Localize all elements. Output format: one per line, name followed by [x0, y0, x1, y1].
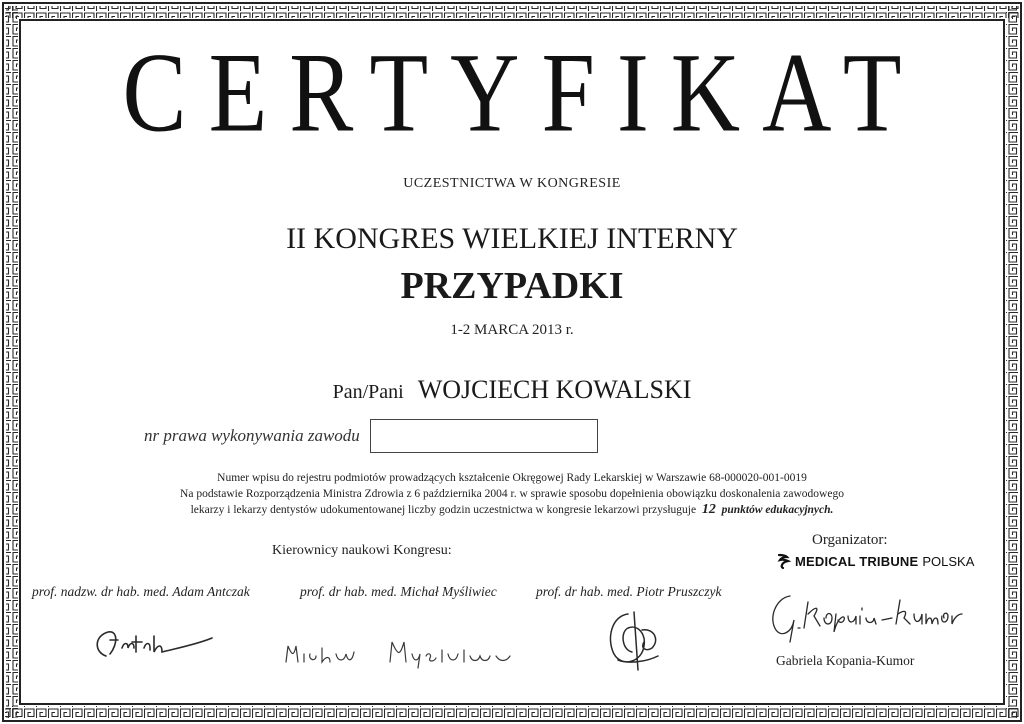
legal-notice [0, 470, 1024, 518]
signature-pruszczyk [598, 606, 668, 678]
points-label: punktów edukacyjnych. [721, 504, 834, 516]
logo-brand-text: MEDICAL TRIBUNE [795, 553, 919, 569]
legal-line-points-text: lekarzy i lekarzy dentystów udokumentowanej liczby godzin uczestnictwa w kongresie lekarzowi przysługuje [190, 504, 697, 516]
head-antczak: prof. nadzw. dr hab. med. Adam Antczak [32, 584, 250, 599]
participant-label: Pan/Pani [332, 381, 404, 403]
license-number-box [370, 419, 598, 453]
signature-kopania-kumor [764, 584, 964, 648]
organizer-name: Gabriela Kopania-Kumor [776, 653, 915, 668]
license-label: nr prawa wykonywania zawodu [144, 426, 360, 445]
license-row [144, 418, 598, 454]
organizer-label: Organizator: [812, 532, 888, 548]
education-points [699, 504, 833, 516]
legal-line-registry: Numer wpisu do rejestru podmiotów prowadzących kształcenie Okręgowej Rady Lekarskiej w Warszawie 68-000020-001-0019 [217, 472, 807, 484]
signature-mysliwiec [282, 628, 532, 673]
scientific-heads-label: Kierownicy naukowi Kongresu: [272, 543, 452, 558]
head-mysliwiec: prof. dr hab. med. Michał Myśliwiec [300, 584, 497, 599]
participant-name: WOJCIECH KOWALSKI [417, 375, 692, 404]
logo-country-text: POLSKA [922, 553, 975, 569]
medical-tribune-logo-icon [776, 553, 792, 569]
certificate-subtitle: UCZESTNICTWA W KONGRESIE [403, 176, 621, 191]
legal-line-regulation: Na podstawie Rozporządzenia Ministra Zdrowia z 6 października 2004 r. w sprawie sposobu dopełnienia obowiązku doskonalenia zawodowego [180, 488, 844, 500]
congress-subject: PRZYPADKI [400, 265, 624, 307]
congress-date: 1-2 MARCA 2013 r. [450, 322, 574, 338]
congress-name: II KONGRES WIELKIEJ INTERNY [286, 222, 738, 255]
certificate-title: CERTYFIKAT [122, 29, 924, 156]
head-pruszczyk: prof. dr hab. med. Piotr Pruszczyk [536, 584, 722, 599]
legal-line-points [0, 502, 1024, 518]
participant-line [0, 375, 1024, 405]
medical-tribune-logo [776, 553, 974, 569]
signature-antczak [88, 618, 228, 668]
points-number: 12 [701, 502, 716, 517]
